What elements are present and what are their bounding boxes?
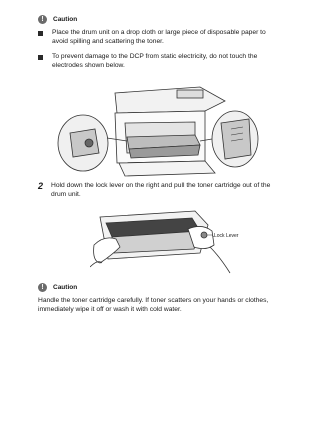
caution-heading xyxy=(38,283,77,292)
caution-heading xyxy=(38,15,77,24)
step-2 xyxy=(38,182,286,199)
bullet-marker xyxy=(38,55,43,60)
step-number: 2 xyxy=(38,181,44,191)
bullet-marker xyxy=(38,31,43,36)
caution-bullet-2 xyxy=(38,53,278,70)
toner-removal-illustration xyxy=(90,203,250,275)
caution-bullet-text: To prevent damage to the DCP from static electricity, do not touch the electrodes shown below. xyxy=(52,53,258,69)
exclamation-icon: ! xyxy=(38,283,47,292)
lock-lever-label: Lock Lever xyxy=(214,233,239,239)
caution-label: Caution xyxy=(53,284,78,291)
caution-bullet-1 xyxy=(38,29,278,46)
exclamation-icon: ! xyxy=(38,15,47,24)
caution-label: Caution xyxy=(53,16,78,23)
dcp-drum-electrodes-illustration xyxy=(55,83,260,181)
caution-text: Handle the toner cartridge carefully. If toner scatters on your hands or clothes, immediately wipe it off or wash it with cold water. xyxy=(38,297,269,313)
step-text: Hold down the lock lever on the right and pull the toner cartridge out of the drum unit. xyxy=(51,182,271,198)
caution-bullet-text: Place the drum unit on a drop cloth or large piece of disposable paper to avoid spilling and scattering the toner. xyxy=(52,29,266,45)
